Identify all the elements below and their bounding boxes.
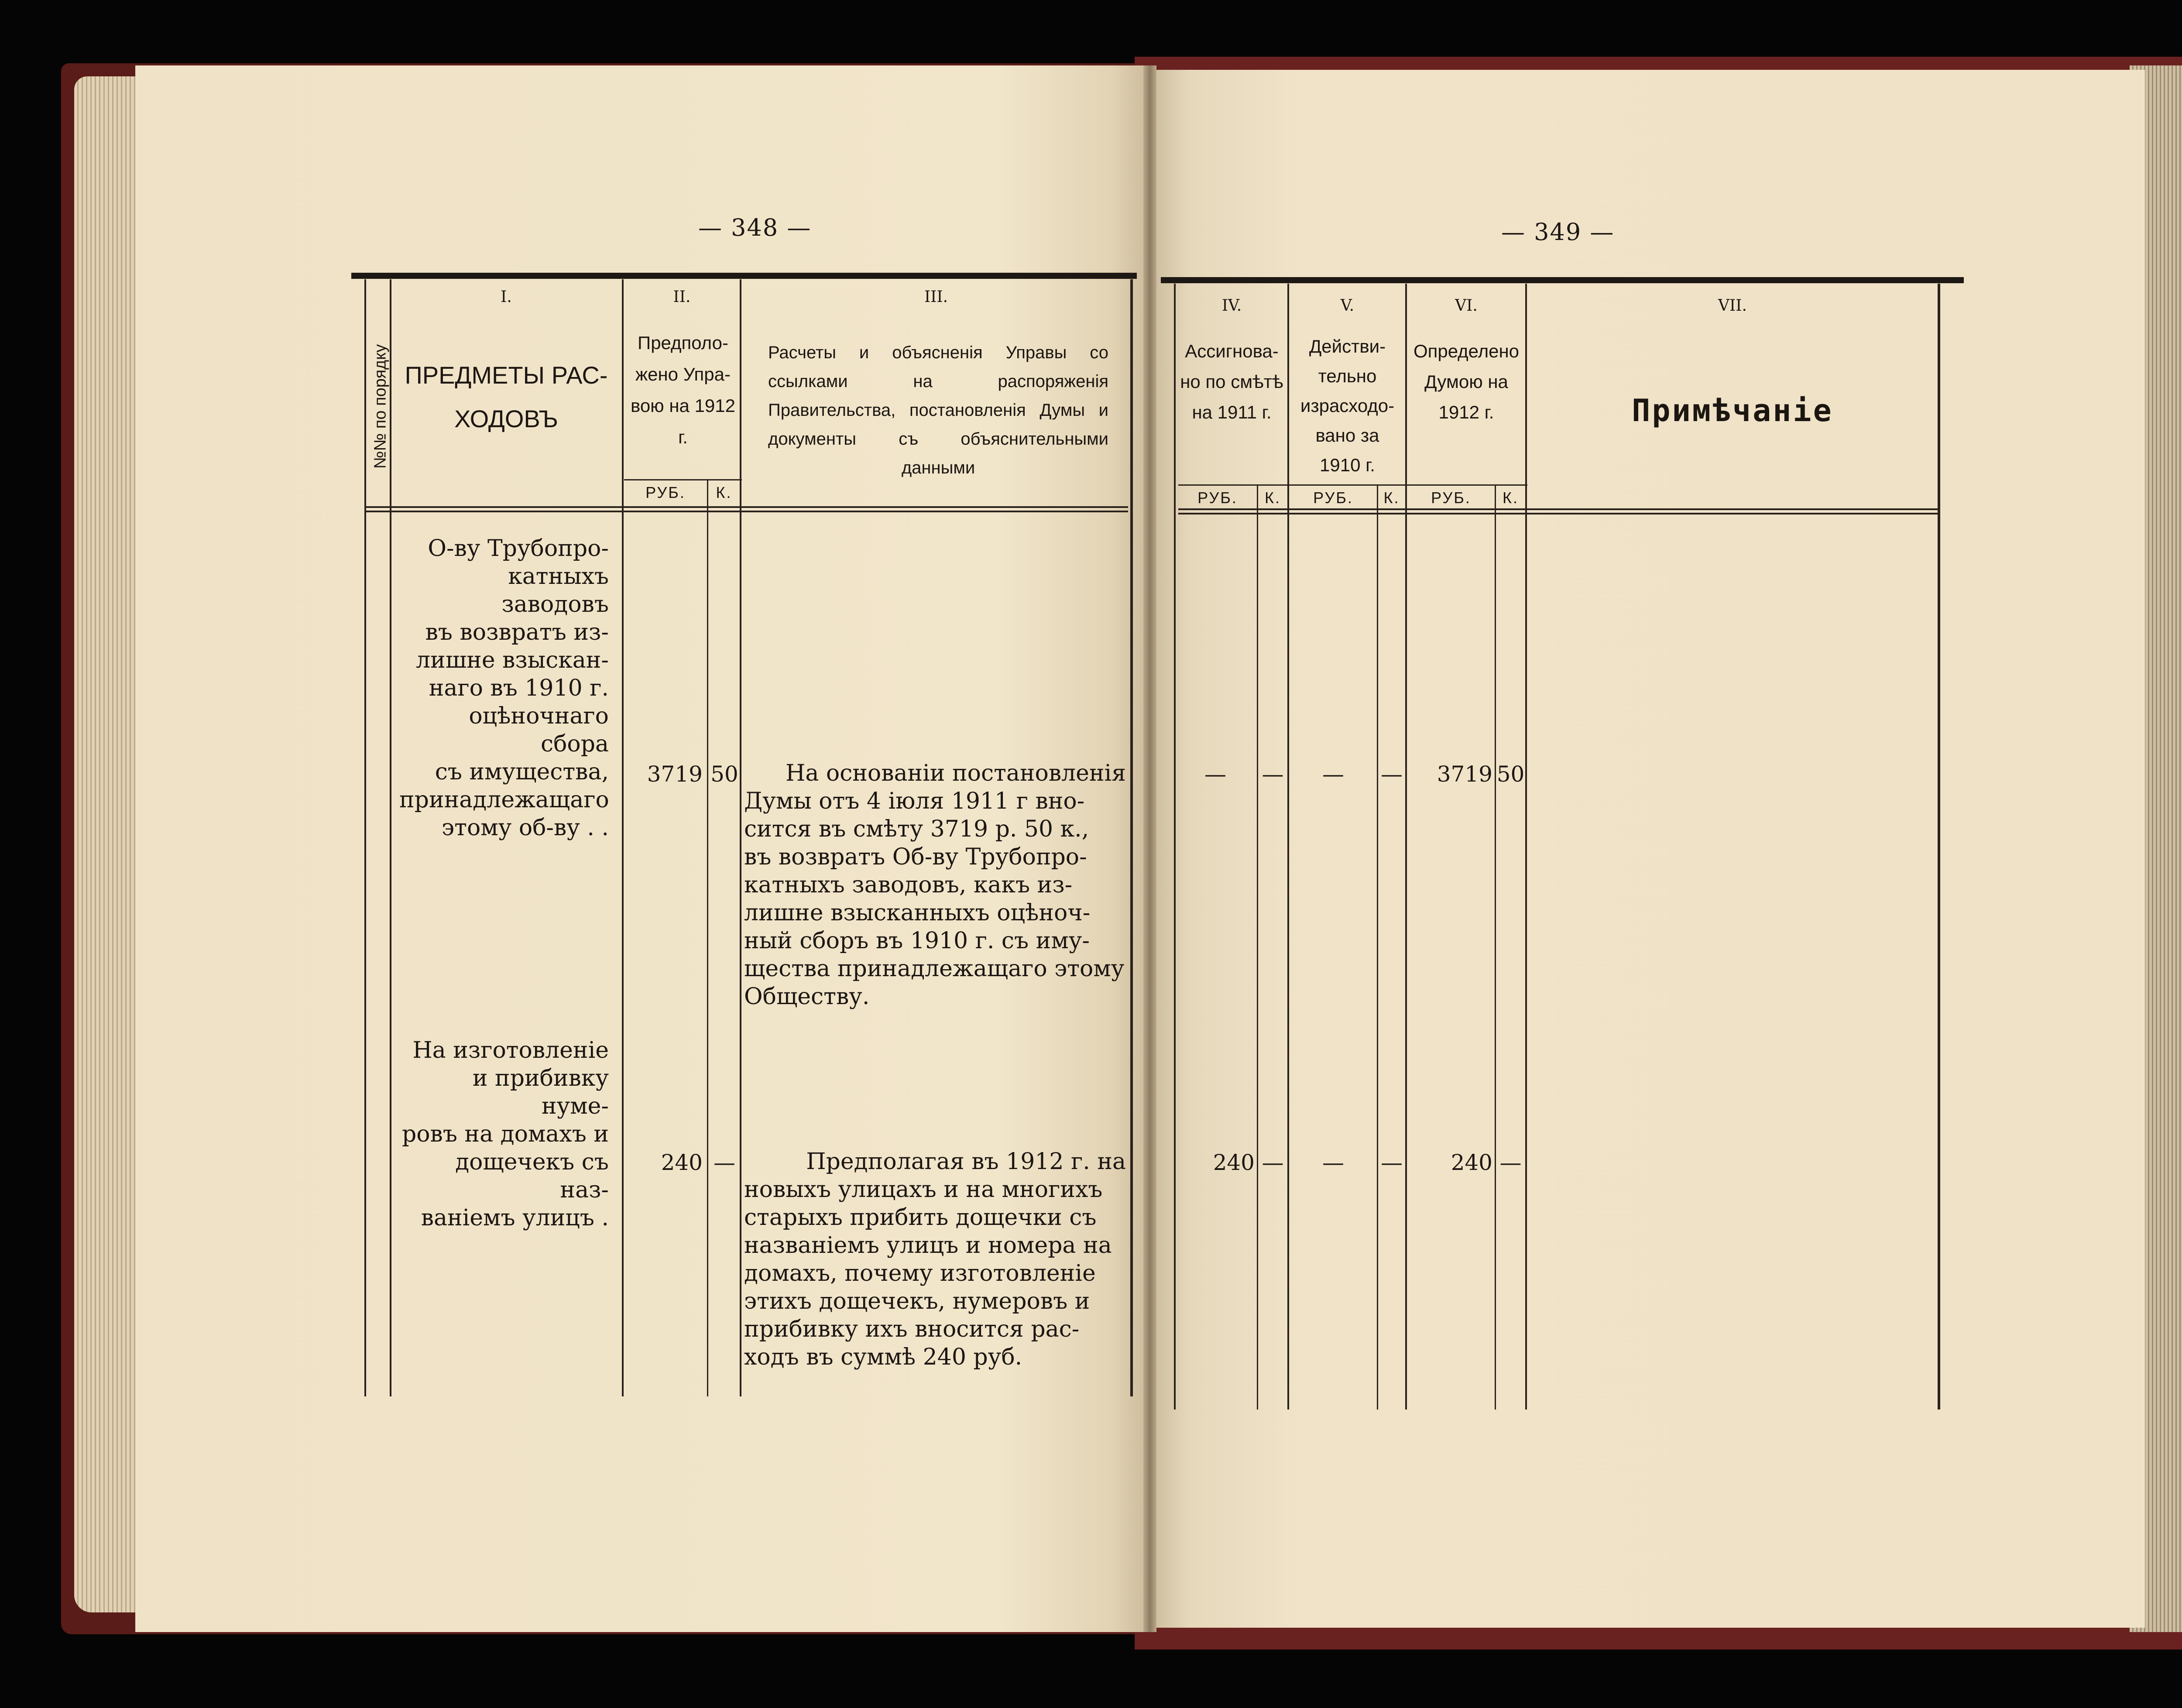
col-border <box>1130 279 1133 1396</box>
row-2-v-kop: — <box>1381 1150 1403 1175</box>
column-iv-roman: IV. <box>1221 297 1242 315</box>
left-page-number: — 348 — <box>698 214 812 241</box>
row-1-iv-rub: — <box>1204 761 1226 787</box>
column-vi-title: Определено Думою на 1912 г. <box>1413 341 1520 422</box>
header-bottom-rule-right-2 <box>1178 513 1940 514</box>
right-page-number: — 349 — <box>1501 218 1615 246</box>
column-v-title: Действи-тельно израсходо-вано за 1910 г. <box>1300 336 1395 475</box>
row-2-item: На изготовленіе и прибивку нуме- ровъ на домахъ и дощечекъ съ наз- ваніемъ улицъ . <box>401 1037 609 1231</box>
column-vii-title: Примѣчаніе <box>1632 393 1833 429</box>
row-2-rub: 240 <box>661 1150 703 1175</box>
row-1-iv-kop: — <box>1262 761 1284 787</box>
header-bottom-rule-2 <box>364 511 1128 512</box>
row-2-explanation: Предполагая въ 1912 г. на новыхъ улицахъ и на многихъ старыхъ прибить дощечки съ названіемъ улицъ и номера на домахъ, почему изготовленіе этихъ дощечекъ, нумеровъ и прибивку ихъ вносится рас- ходъ въ суммѣ 240 руб. <box>744 1149 1126 1370</box>
col-border <box>740 279 741 1396</box>
row-2-iv-kop: — <box>1262 1150 1284 1175</box>
col-border <box>390 279 391 1396</box>
row-1-kop: 50 <box>710 761 738 787</box>
col-border <box>1287 284 1289 1410</box>
row-1-explanation: На основаніи постановленія Думы отъ 4 іюля 1911 г вно- сится въ смѣту 3719 р. 50 к., въ возвратъ Об-ву Трубопро- катныхъ заводовъ, какъ из- лишне взысканныхъ оцѣноч- ный сборъ въ 1910 г. съ иму- щества принадлежащаго этому Обществу. <box>744 760 1126 1010</box>
column-iii-title: Расчеты и объясненія Управы со ссылками на распоряженія Правительства, постановленія Думы и документы съ объяснительными данными <box>768 343 1108 477</box>
col-border <box>1257 485 1258 1410</box>
col-border <box>1405 284 1407 1410</box>
column-vi-roman: VI. <box>1455 297 1478 315</box>
header-bottom-rule-right <box>1178 508 1940 510</box>
row-2-iv-rub: 240 <box>1213 1150 1255 1175</box>
row-1-rub: 3719 <box>647 761 703 787</box>
column-iv-title: Ассигнова-но по смѣтѣ на 1911 г. <box>1180 341 1283 422</box>
column-i-title: ПРЕДМЕТЫ РАС-ХОДОВЪ <box>405 361 608 432</box>
column-ii-title: Предполо-жено Упра-вою на 1912 г. <box>630 333 736 447</box>
row-1-item: О-ву Трубопро- катныхъ заводовъ въ возвратъ из- лишне взыскан- наго въ 1910 г. оцѣночнаго сбора съ имущества, принадлежащаго этому об-ву . . <box>399 535 609 841</box>
column-ii-roman: II. <box>673 288 691 306</box>
column-vi-rub: РУБ. <box>1431 489 1471 507</box>
num-column-header: №№ по порядку <box>371 344 390 469</box>
col-border <box>1377 485 1378 1410</box>
column-v-roman: V. <box>1340 297 1355 315</box>
row-2-v-rub: — <box>1322 1150 1344 1175</box>
column-vii-roman: VII. <box>1718 297 1747 315</box>
table-top-rule-right <box>1161 277 1964 283</box>
row-1-vi-kop: 50 <box>1496 761 1525 787</box>
rub-kop-rule <box>624 479 742 480</box>
col-border <box>622 279 624 1396</box>
row-2-vi-kop: — <box>1499 1150 1522 1175</box>
row-2-vi-rub: 240 <box>1451 1150 1492 1175</box>
col-border <box>1525 284 1527 1410</box>
column-ii-kop: К. <box>716 484 732 501</box>
col-border <box>1174 284 1176 1410</box>
row-1-v-kop: — <box>1381 761 1403 787</box>
column-ii-rub: РУБ. <box>645 484 686 501</box>
column-iv-rub: РУБ. <box>1197 489 1238 507</box>
column-i-roman: I. <box>501 288 512 306</box>
col-border <box>1495 485 1496 1410</box>
row-1-v-rub: — <box>1322 761 1344 787</box>
book-gutter <box>1143 65 1156 1632</box>
column-iii-roman: III. <box>924 288 948 306</box>
column-v-rub: РУБ. <box>1313 489 1353 507</box>
column-v-kop: К. <box>1383 489 1400 507</box>
col-border <box>707 480 708 1396</box>
rub-kop-rule-right <box>1178 484 1527 486</box>
header-bottom-rule <box>364 506 1128 508</box>
column-iv-kop: К. <box>1265 489 1281 507</box>
row-1-vi-rub: 3719 <box>1437 761 1492 787</box>
table-top-rule <box>351 273 1137 279</box>
column-vi-kop: К. <box>1503 489 1519 507</box>
col-border <box>364 279 366 1396</box>
col-border <box>1938 284 1940 1410</box>
row-2-kop: — <box>714 1150 735 1175</box>
